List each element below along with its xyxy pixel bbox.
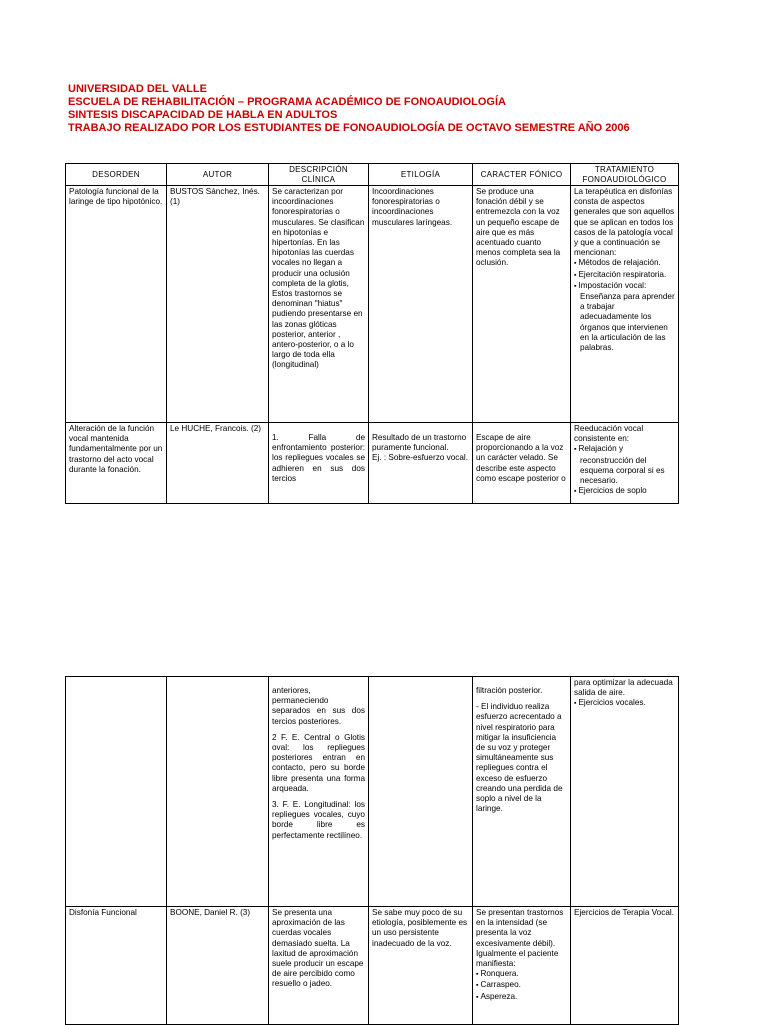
list-item: ▪ Ejercicios vocales. (574, 698, 675, 709)
cell-autor: BUSTOS Sánchez, Inés. (1) (167, 186, 269, 423)
cell-tratamiento (571, 423, 679, 504)
tratamiento-list (574, 258, 675, 353)
cell-caracter (473, 423, 571, 504)
disorders-table-page2 (65, 676, 679, 1025)
cell-descripcion: Se presenta una aproximación de las cuerdas vocales demasiado suelta. La laxitud de aproximación suele producir un escape de aire percibido como resuello o jadeo. (269, 907, 369, 1025)
list-item: ▪ Relajación y reconstrucción del esquema corporal si es necesario. (574, 444, 675, 486)
descripcion-paragraph: Se caracterizan por incoordinaciones fonorespiratorias o musculares. Se clasifican en hipotonías e hipertonías. En las hipotonías las cuerdas vocales no llegan a producir una oclusión completa de la glotis, (272, 187, 365, 288)
disorders-table-page1 (65, 163, 679, 504)
cell-descripcion (269, 423, 369, 504)
list-item: ▪ Ejercitación respiratoria. (574, 270, 675, 281)
header-line-synthesis: SINTESIS DISCAPACIDAD DE HABLA EN ADULTOS (68, 109, 338, 121)
table-row (66, 907, 679, 1025)
list-item: ▪ Carraspeo. (476, 980, 567, 991)
cell-etiologia (369, 423, 473, 504)
cell-autor: BOONE, Daniel R. (3) (167, 907, 269, 1025)
descripcion-paragraph: 2 F. E. Central o Glotis oval: los repliegues posteriores entran en contacto, pero su borde libre presenta una forma arqueada. (272, 732, 365, 793)
list-item: ▪ Ejercicios de soplo (574, 486, 675, 497)
column-header-autor: AUTOR (167, 164, 269, 186)
cell-descripcion (269, 186, 369, 423)
tratamiento-list (574, 698, 675, 709)
column-header-etilogia: ETILOGÍA (369, 164, 473, 186)
cell-descripcion (269, 677, 369, 907)
tratamiento-intro: para optimizar la adecuada salida de aire. (574, 678, 673, 698)
cell-autor-empty (167, 677, 269, 907)
cell-desorden: Patología funcional de la laringe de tipo hipotónico. (66, 186, 167, 423)
etiologia-text: Resultado de un trastorno puramente funcional. (372, 433, 467, 453)
column-header-desorden: DESORDEN (66, 164, 167, 186)
tratamiento-list (574, 444, 675, 497)
cell-caracter: Se produce una fonación débil y se entremezcla con la voz un pequeño escape de aire que es más acentuado cuanto menos completa sea la oclusión. (473, 186, 571, 423)
column-header-descripcion: DESCRIPCIÓN CLÍNICA (269, 164, 369, 186)
cell-tratamiento (571, 186, 679, 423)
caracter-paragraph: - El individuo realiza esfuerzo acrecentado a nivel respiratorio para mitigar la insuficiencia de su voz y proteger simultáneamente sus repliegues contra el exceso de esfuerzo creando una perdida de soplo a nivel de la laringe. (476, 702, 563, 814)
header-line-work: TRABAJO REALIZADO POR LOS ESTUDIANTES DE FONOAUDIOLOGÍA DE OCTAVO SEMESTRE AÑO 2006 (68, 122, 630, 134)
caracter-paragraph: filtración posterior. (476, 686, 543, 695)
descripcion-paragraph: anteriores, permaneciendo separados en sus dos tercios posteriores. (272, 686, 365, 726)
list-item: ▪ Ronquera. (476, 969, 567, 980)
caracter-text: Escape de aire proporcionando a la voz un carácter velado. Se describe este aspecto como escape posterior o (476, 433, 566, 483)
cell-caracter (473, 677, 571, 907)
cell-desorden-empty (66, 677, 167, 907)
tratamiento-intro: Reeducación vocal consistente en: (574, 424, 644, 444)
caracter-list (476, 969, 567, 1003)
table-header-row (66, 164, 679, 186)
cell-etiologia: Se sabe muy poco de su etiología, posiblemente es un uso persistente inadecuado de la voz. (369, 907, 473, 1025)
column-header-tratamiento: TRATAMIENTO FONOAUDIOLÓGICO (571, 164, 679, 186)
column-header-caracter: CARACTER FÓNICO (473, 164, 571, 186)
tratamiento-intro: La terapéutica en disfonías consta de aspectos generales que son aquellos que se aplican en todos los casos de la patología vocal y que a continuación se mencionan: (574, 187, 675, 258)
list-item: ▪ Impostación vocal: Enseñanza para aprender a trabajar adecuadamente los órganos que intervienen en la articulación de las palabras. (574, 281, 675, 353)
descripcion-text: 1. Falla de enfrontamiento posterior: los repliegues vocales se adhieren en sus dos tercios (272, 433, 365, 483)
caracter-intro: Se presentan trastornos en la intensidad (se presenta la voz excesivamente débil). Igualmente el paciente manifiesta: (476, 908, 564, 969)
etiologia-example: Ej. : Sobre-esfuerzo vocal. (372, 453, 469, 463)
cell-desorden: Disfonía Funcional (66, 907, 167, 1025)
cell-etiologia-empty (369, 677, 473, 907)
list-item: ▪ Aspereza. (476, 992, 567, 1003)
table-row (66, 423, 679, 504)
list-item: ▪ Métodos de relajación. (574, 258, 675, 269)
cell-tratamiento (571, 677, 679, 907)
table-row-continued (66, 677, 679, 907)
header-line-school: ESCUELA DE REHABILITACIÓN – PROGRAMA ACADÉMICO DE FONOAUDIOLOGÍA (68, 96, 506, 108)
header-line-university: UNIVERSIDAD DEL VALLE (68, 83, 207, 95)
descripcion-paragraph: 3. F. E. Longitudinal: los repliegues vocales, cuyo borde libre es perfectamente rectilíneo. (272, 800, 365, 840)
document-header (68, 83, 728, 135)
cell-autor: Le HUCHE, Francois. (2) (167, 423, 269, 504)
cell-etiologia: Incoordinaciones fonorespiratorias o incoordinaciones musculares laríngeas. (369, 186, 473, 423)
table-row (66, 186, 679, 423)
descripcion-paragraph: Estos trastornos se denominan "hiatus" pudiendo presentarse en las zonas glóticas posterior, anterior , antero-posterior, o a lo largo de toda ella (longitudinal) (272, 289, 363, 370)
cell-desorden: Alteración de la función vocal mantenida fundamentalmente por un trastorno del acto vocal durante la fonación. (66, 423, 167, 504)
cell-tratamiento: Ejercicios de Terapia Vocal. (571, 907, 679, 1025)
cell-caracter (473, 907, 571, 1025)
